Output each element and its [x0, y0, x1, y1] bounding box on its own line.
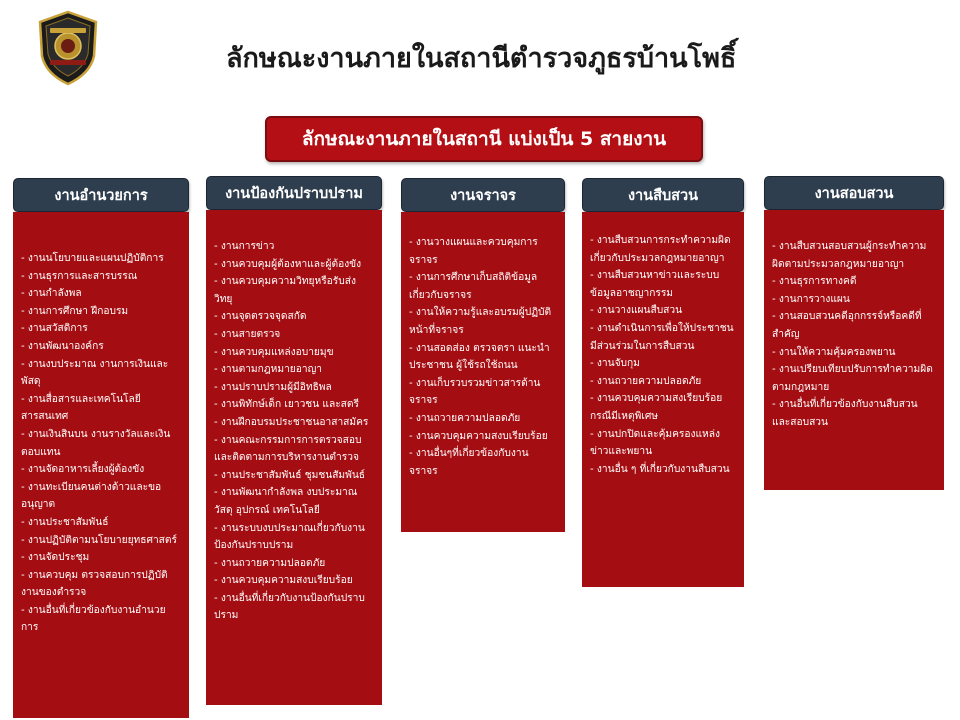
list-item: - งานทะเบียนคนต่างด้าวและขออนุญาต — [21, 481, 162, 511]
list-item: - งานควบคุมความสงบเรียบร้อย — [214, 575, 353, 587]
list-item: - งานการข่าว — [214, 241, 275, 252]
column-header: งานป้องกันปราบปราม — [206, 176, 382, 210]
list-item: - งานประชาสัมพันธ์ ชุมชนสัมพันธ์ — [214, 469, 366, 481]
column-header: งานอำนวยการ — [13, 178, 189, 212]
list-item: - งานจัดประชุม — [21, 552, 90, 564]
list-item: - งานอื่นที่เกี่ยวข้องกับงานสืบสวนและสอบสวน — [772, 399, 918, 428]
list-item: - งานปกปิดและคุ้มครองแหล่งข่าวและพยาน — [590, 428, 720, 458]
list-item: - งานควบคุมความสงบเรียบร้อย — [409, 430, 548, 442]
column-header: งานสอบสวน — [764, 176, 944, 210]
list-item: - งานสอบสวนคดีอุกกรรจ์หรือคดีที่สำคัญ — [772, 311, 922, 340]
list-item: - งานธุรการและสารบรรณ — [21, 270, 138, 282]
column-body — [764, 210, 944, 490]
list-item: - งานเปรียบเทียบปรับการทำความผิดตามกฎหมาย — [772, 364, 933, 393]
list-item: - งานฝึกอบรมประชาชนอาสาสมัคร — [214, 416, 369, 428]
list-item: - งานถวายความปลอดภัย — [409, 412, 521, 424]
list-item: - งานอื่น ๆ ที่เกี่ยวกับงานสืบสวน — [590, 463, 730, 475]
list-item: - งานการศึกษาเก็บสถิติข้อมูลเกี่ยวกับจราจร — [409, 272, 538, 301]
list-item: - งานอื่นที่เกี่ยวข้องกับงานอำนวยการ — [21, 604, 166, 634]
list-item: - งานสอดส่อง ตรวจตรา แนะนำประชาชน ผู้ใช้รถใช้ถนน — [409, 342, 550, 372]
list-item: - งานถวายความปลอดภัย — [214, 557, 326, 569]
list-item: - งานปราบปรามผู้มีอิทธิพล — [214, 381, 332, 393]
column-body — [206, 210, 382, 705]
list-item: - งานจุดตรวจจุดสกัด — [214, 311, 307, 323]
list-item: - งานให้ความรู้และอบรมผู้ปฏิบัติหน้าที่จราจร — [409, 307, 552, 336]
list-item: - งานจับกุม — [590, 358, 640, 370]
list-item: - งานการวางแผน — [772, 293, 850, 305]
list-item: - งานวางแผนสืบสวน — [590, 305, 683, 317]
list-item: - งานเก็บรวบรวมข่าวสารด้านจราจร — [409, 377, 541, 407]
column-body — [582, 212, 744, 587]
list-item: - งานพัฒนากำลังพล งบประมาณ วัสดุ อุปกรณ์ เทคโนโลยี — [214, 487, 358, 516]
list-item: - งานเงินสินบน งานรางวัลและเงินตอบแทน — [21, 428, 171, 458]
list-item: - งานประชาสัมพันธ์ — [21, 516, 109, 528]
list-item: - งานดำเนินการเพื่อให้ประชาชนมีส่วนร่วมในการสืบสวน — [590, 322, 734, 352]
police-badge-logo — [36, 10, 100, 86]
page-title: ลักษณะงานภายในสถานีตำรวจภูธรบ้านโพธิ์ — [226, 43, 737, 74]
list-item: - งานสืบสวนสอบสวนผู้กระทำความผิดตามประมวลกฎหมายอาญา — [772, 241, 927, 270]
column-header: งานจราจร — [401, 178, 565, 212]
column-header: งานสืบสวน — [582, 178, 744, 212]
list-item: - งานการศึกษา ฝึกอบรม — [21, 305, 129, 317]
list-item: - งานสายตรวจ — [214, 328, 281, 340]
list-item: - งานระบบงบประมาณเกี่ยวกับงานป้องกันปราบปราม — [214, 522, 365, 552]
list-item: - งานตามกฎหมายอาญา — [214, 364, 322, 376]
list-item: - งานกำลังพล — [21, 288, 82, 300]
list-item: - งานถวายความปลอดภัย — [590, 375, 702, 387]
summary-banner: ลักษณะงานภายในสถานี แบ่งเป็น 5 สายงาน — [265, 116, 703, 162]
list-item: - งานธุรการทางคดี — [772, 276, 857, 288]
column-body — [401, 212, 565, 532]
list-item: - งานพิทักษ์เด็ก เยาวชน และสตรี — [214, 399, 359, 411]
list-item: - งานปฏิบัติตามนโยบายยุทธศาสตร์ — [21, 534, 177, 546]
list-item: - งานสืบสวนการกระทำความผิดเกี่ยวกับประมวลกฎหมายอาญา — [590, 235, 731, 264]
list-item: - งานควบคุมความวิทยุหรือรับส่งวิทยุ — [214, 276, 356, 305]
list-item: - งานควบคุมผู้ต้องหาและผู้ต้องขัง — [214, 258, 362, 270]
column-body — [13, 212, 189, 718]
list-item: - งานควบคุมความสงเรียบร้อยกรณีมีเหตุพิเศษ — [590, 393, 723, 422]
police-badge-icon — [36, 10, 100, 86]
list-item: - งานพัฒนาองค์กร — [21, 340, 104, 352]
list-item: - งานอื่นๆที่เกี่ยวข้องกับงานจราจร — [409, 448, 529, 477]
list-item: - งานวางแผนและควบคุมการจราจร — [409, 237, 538, 266]
list-item: - งานให้ความคุ้มครองพยาน — [772, 346, 896, 358]
list-item: - งานงบประมาณ งานการเงินและพัสดุ — [21, 358, 169, 388]
list-item: - งานจัดอาหารเลี้ยงผู้ต้องขัง — [21, 464, 145, 476]
list-item: - งานนโยบายและแผนปฏิบัติการ — [21, 253, 164, 264]
list-item: - งานสืบสวนหาข่าวและระบบข้อมูลอาชญากรรม — [590, 270, 720, 299]
list-item: - งานอื่นที่เกี่ยวกับงานป้องกันปราบปราม — [214, 592, 365, 622]
list-item: - งานควบคุมแหล่งอบายมุข — [214, 346, 334, 358]
list-item: - งานควบคุม ตรวจสอบการปฏิบัติงานของตำรวจ — [21, 569, 168, 599]
list-item: - งานสื่อสารและเทคโนโลยีสารสนเทศ — [21, 393, 141, 423]
list-item: - งานคณะกรรมการการตรวจสอบและติดตามการบริหารงานตำรวจ — [214, 434, 362, 464]
list-item: - งานสวัสดิการ — [21, 323, 88, 335]
